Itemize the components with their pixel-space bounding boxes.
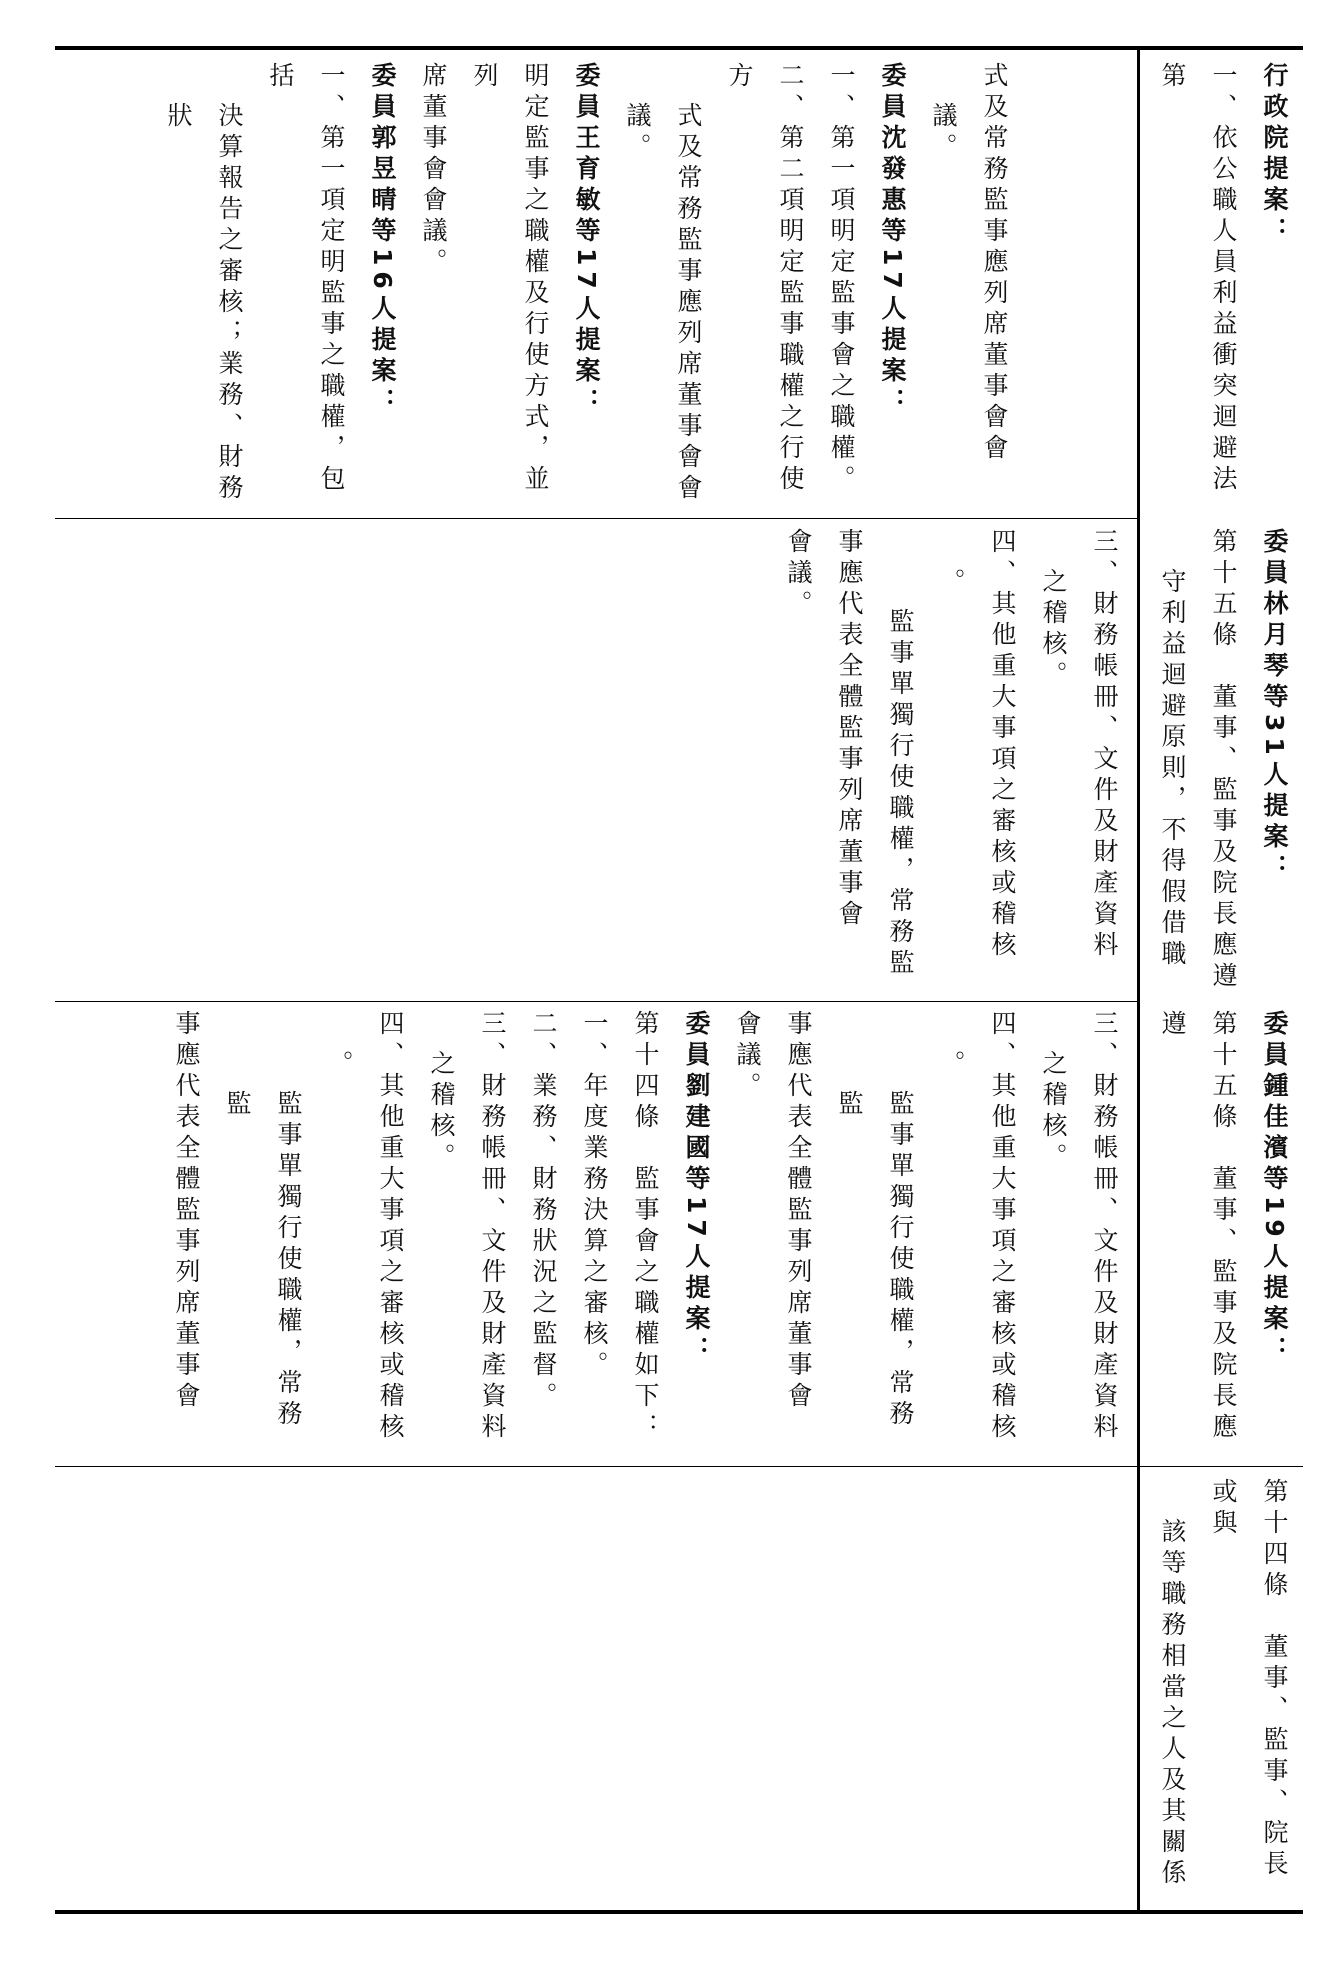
text-line: 二、第二項明定監事職權之行使方: [725, 62, 805, 496]
text-line: 一、第一項明定監事會之職權。: [827, 62, 856, 496]
cell-r2-column-3: [1150, 528, 1300, 994]
row-divider-2: [55, 1001, 1138, 1002]
text-line: 。: [937, 1050, 966, 1081]
text-line: 事應代表全體監事列席董事會: [172, 1010, 201, 1413]
text-line: 四、其他重大事項之審核或稽核: [376, 1010, 405, 1444]
bottom-border: [55, 1910, 1303, 1914]
text-line: 監事單獨行使職權，常務監: [835, 1090, 915, 1431]
top-border: [55, 46, 1303, 50]
text-line: 事應代表全體監事列席董事會: [835, 528, 864, 931]
cell-column-3-top: [760, 528, 1130, 994]
cell-r2-column-2: [1150, 1010, 1300, 1460]
text-line: 事應代表全體監事列席董事會: [784, 1010, 813, 1413]
row-divider-3: [55, 1466, 1303, 1467]
cell-column-4-top: [160, 62, 1020, 512]
text-line: 式及常務監事應列席董事會會: [674, 102, 703, 505]
text-line: 四、其他重大事項之審核或稽核: [988, 528, 1017, 962]
proposal-heading: 委員鍾佳濱等19人提案：: [1260, 1010, 1289, 1367]
text-line: 二、業務、財務狀況之監督。: [529, 1010, 558, 1413]
text-line: 式及常務監事應列席董事會會: [980, 62, 1009, 465]
proposal-heading: 委員林月琴等31人提案：: [1260, 528, 1289, 885]
text-line: 監事單獨行使職權，常務監: [886, 608, 915, 980]
text-line: 第十四條 監事會之職權如下：: [631, 1010, 660, 1444]
text-line: 。: [325, 1050, 354, 1081]
text-line: 三、財務帳冊、文件及財產資料: [1090, 1010, 1119, 1444]
text-line: 該等職務相當之人及其關係: [1158, 1518, 1187, 1890]
text-line: 會議。: [784, 528, 813, 621]
row-divider-1: [55, 518, 1138, 519]
text-line: 守利益迴避原則，不得假借職: [1158, 568, 1187, 971]
text-line: 一、依公職人員利益衝突迴避法第: [1158, 62, 1238, 496]
cell-r2-column-4: [1150, 62, 1300, 512]
proposal-heading: 委員沈發惠等17人提案：: [878, 62, 907, 419]
text-line: 會議。: [733, 1010, 762, 1103]
text-line: 明定監事之職權及行使方式，並列: [470, 62, 550, 496]
text-line: 監事單獨行使職權，常務監: [223, 1090, 303, 1431]
proposal-heading: 委員郭昱晴等16人提案：: [368, 62, 397, 419]
text-line: 之稽核。: [1039, 568, 1068, 692]
text-line: 議。: [623, 102, 652, 164]
text-line: 決算報告之審核；業務、財務狀: [164, 102, 244, 505]
cell-r2-column-1: [1150, 1478, 1300, 1904]
text-line: 三、財務帳冊、文件及財產資料: [478, 1010, 507, 1444]
text-line: 第十五條 董事、監事及院長應遵: [1158, 1010, 1238, 1444]
text-line: 之稽核。: [1039, 1050, 1068, 1174]
proposal-heading: 委員劉建國等17人提案：: [682, 1010, 711, 1367]
text-line: 一、第一項定明監事之職權，包括: [266, 62, 346, 496]
proposal-heading: 委員王育敏等17人提案：: [572, 62, 601, 419]
text-line: 第十四條 董事、監事、院長或與: [1209, 1478, 1289, 1881]
text-line: 之稽核。: [427, 1050, 456, 1174]
text-line: 一、年度業務決算之審核。: [580, 1010, 609, 1382]
text-line: 席董事會會議。: [419, 62, 448, 279]
text-line: 。: [937, 568, 966, 599]
text-line: 議。: [929, 102, 958, 164]
proposal-heading: 行政院提案：: [1260, 62, 1289, 248]
text-line: 第十五條 董事、監事及院長應遵: [1209, 528, 1238, 993]
section-divider: [1137, 48, 1140, 1912]
text-line: 三、財務帳冊、文件及財產資料: [1090, 528, 1119, 962]
cell-column-2-top: [160, 1010, 1130, 1460]
text-line: 四、其他重大事項之審核或稽核: [988, 1010, 1017, 1444]
